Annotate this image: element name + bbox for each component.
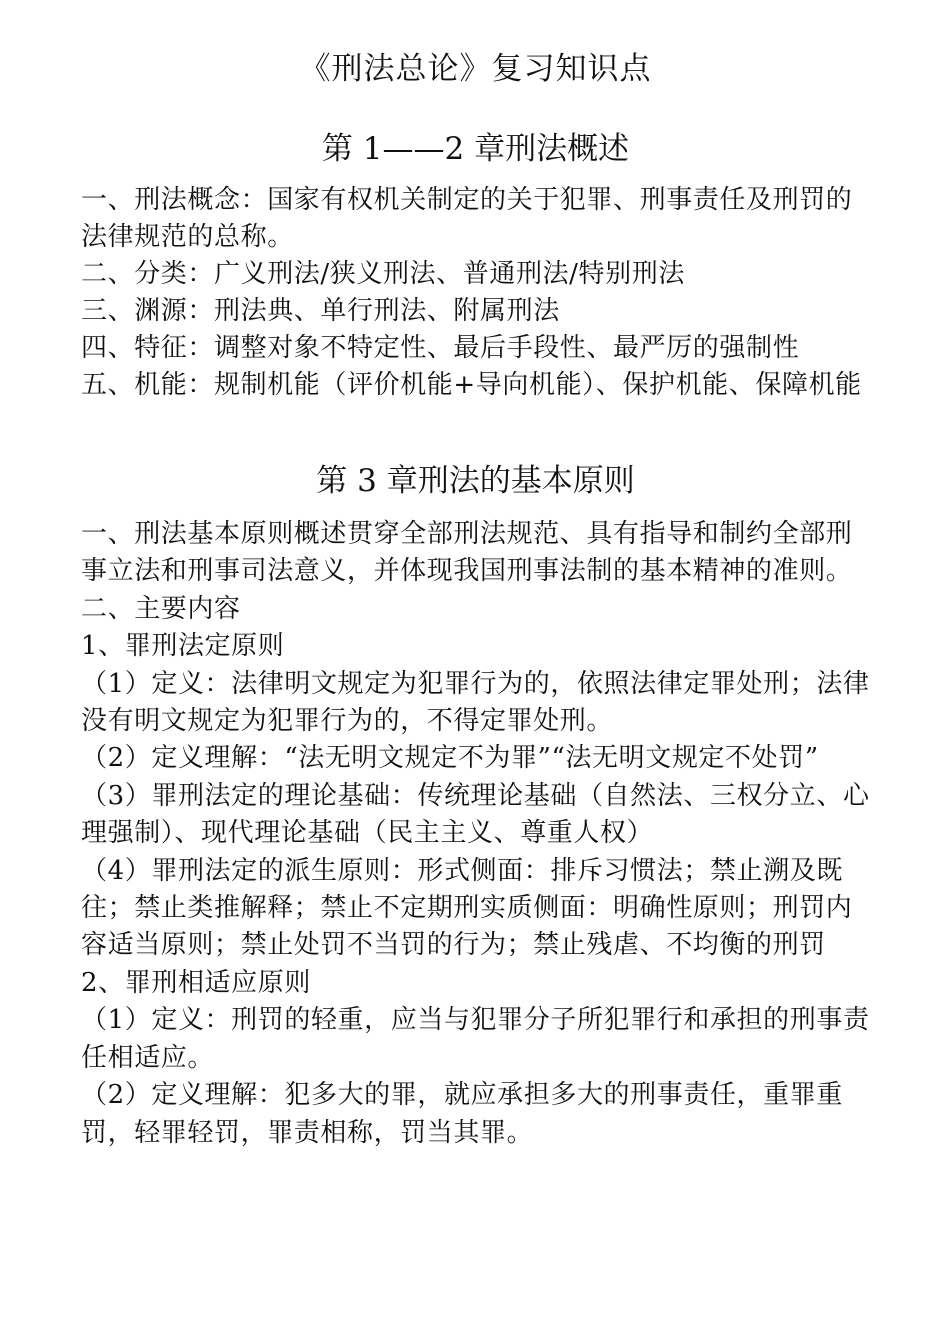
chapter-3-legality-understanding: （2）定义理解：“法无明文规定不为罪”“法无明文规定不处罚” <box>81 743 819 774</box>
chapter-3-legality-definition: （1）定义：法律明文规定为犯罪行为的，依照法律定罪处刑；法律没有明文规定为犯罪行为的，不得定罪处刑。 <box>81 668 870 737</box>
chapter-3-legality-derived-principles: （4）罪刑法定的派生原则：形式侧面：排斥习惯法；禁止溯及既往；禁止类推解释；禁止不定期刑实质侧面：明确性原则；刑罚内容适当原则；禁止处罚不当罚的行为；禁止残虐、不均衡的刑罚 <box>81 855 853 961</box>
chapter-3-paragraph-overview: 一、刑法基本原则概述贯穿全部刑法规范、具有指导和制约全部刑事立法和刑事司法意义，并体现我国刑事法制的基本精神的准则。 <box>81 519 853 587</box>
chapter-1-body <box>81 182 870 404</box>
chapter-1-paragraph-functions: 五、机能：规制机能（评价机能+导向机能）、保护机能、保障机能 <box>81 370 862 400</box>
chapter-3-heading-main-content: 二、主要内容 <box>81 593 241 624</box>
chapter-3-proportionality-understanding: （2）定义理解：犯多大的罪，就应承担多大的刑事责任，重罪重罚，轻罪轻罚，罪责相称，罚当其罪。 <box>81 1080 843 1148</box>
chapter-1-paragraph-features: 四、特征：调整对象不特定性、最后手段性、最严厉的强制性 <box>81 333 800 363</box>
chapter-1-paragraph-classification: 二、分类：广义刑法/狭义刑法、普通刑法/特别刑法 <box>81 259 685 289</box>
chapter-1-paragraph-concept: 一、刑法概念：国家有权机关制定的关于犯罪、刑事责任及刑罚的法律规范的总称。 <box>81 185 853 252</box>
chapter-3-heading-proportionality: 2、罪刑相适应原则 <box>81 967 311 998</box>
chapter-3-heading-legality: 1、罪刑法定原则 <box>81 631 285 662</box>
chapter-3-proportionality-definition: （1）定义：刑罚的轻重，应当与犯罪分子所犯罪行和承担的刑事责任相适应。 <box>81 1005 870 1073</box>
chapter-3-legality-basis: （3）罪刑法定的理论基础：传统理论基础（自然法、三权分立、心理强制）、现代理论基础（民主主义、尊重人权） <box>81 780 870 849</box>
chapter-3-body <box>81 516 870 1152</box>
document-title: 《刑法总论》复习知识点 <box>299 51 652 87</box>
chapter-1-paragraph-sources: 三、渊源：刑法典、单行刑法、附属刑法 <box>81 296 560 326</box>
chapter-1-title: 第 1——2 章刑法概述 <box>321 131 630 167</box>
chapter-3-title: 第 3 章刑法的基本原则 <box>316 463 635 499</box>
